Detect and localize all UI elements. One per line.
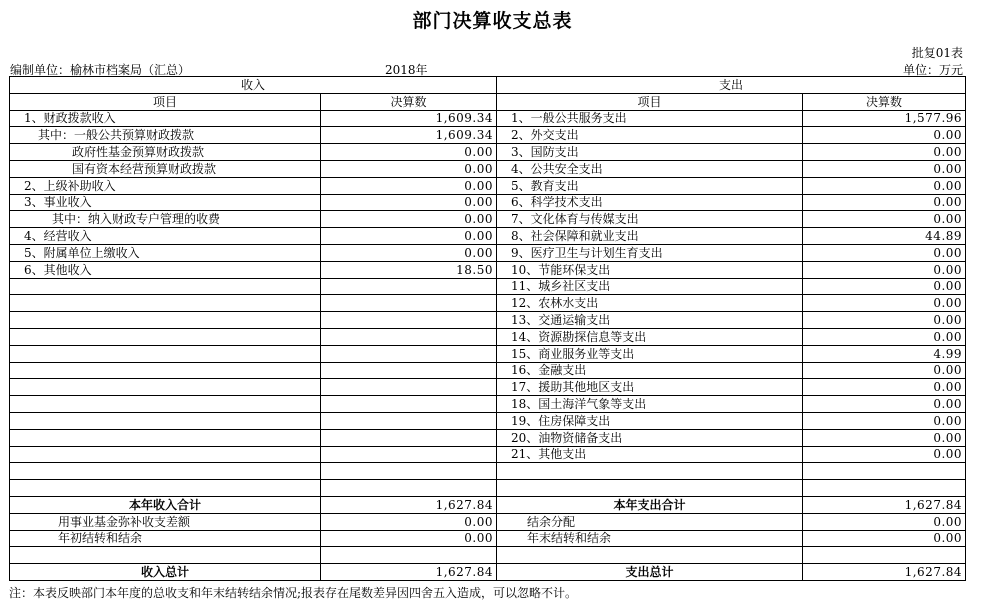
section-header-row xyxy=(10,77,966,94)
income-label: 2、上级补助收入 xyxy=(10,177,321,194)
income-value xyxy=(321,396,497,413)
income-value: 1,609.34 xyxy=(321,110,497,127)
org-label: 编制单位：榆林市档案局（汇总） xyxy=(10,63,191,77)
spacer-cell xyxy=(10,547,321,564)
expense-label: 17、援助其他地区支出 xyxy=(497,379,803,396)
income-item-header: 项目 xyxy=(10,93,321,110)
income-label: 5、附属单位上缴收入 xyxy=(10,244,321,261)
expense-value xyxy=(803,480,966,497)
expense-label: 19、住房保障支出 xyxy=(497,412,803,429)
income-value: 0.00 xyxy=(321,177,497,194)
income-value xyxy=(321,429,497,446)
expense-value: 0.00 xyxy=(803,278,966,295)
income-label: 其中：一般公共预算财政拨款 xyxy=(10,127,321,144)
expense-grand-total-value: 1,627.84 xyxy=(803,564,966,581)
spacer-cell xyxy=(497,547,803,564)
line-row xyxy=(10,144,966,161)
expense-value xyxy=(803,463,966,480)
income-value xyxy=(321,278,497,295)
expense-value: 0.00 xyxy=(803,312,966,329)
expense-label: 18、国土海洋气象等支出 xyxy=(497,396,803,413)
income-label xyxy=(10,412,321,429)
carry-in-value: 0.00 xyxy=(321,530,497,547)
income-label: 6、其他收入 xyxy=(10,261,321,278)
fund-value: 0.00 xyxy=(321,513,497,530)
expense-value: 0.00 xyxy=(803,160,966,177)
income-value: 1,609.34 xyxy=(321,127,497,144)
income-label xyxy=(10,328,321,345)
income-value: 18.50 xyxy=(321,261,497,278)
income-value: 0.00 xyxy=(321,228,497,245)
year-label: 2018年 xyxy=(385,63,428,77)
line-row xyxy=(10,261,966,278)
line-row xyxy=(10,312,966,329)
carry-in-label: 年初结转和结余 xyxy=(10,530,321,547)
expense-value: 0.00 xyxy=(803,362,966,379)
expense-value: 0.00 xyxy=(803,328,966,345)
expense-grand-total-label: 支出总计 xyxy=(497,564,803,581)
line-row xyxy=(10,160,966,177)
income-grand-total-value: 1,627.84 xyxy=(321,564,497,581)
expense-value: 0.00 xyxy=(803,396,966,413)
carry-out-value: 0.00 xyxy=(803,530,966,547)
expense-label: 7、文化体育与传媒支出 xyxy=(497,211,803,228)
form-number: 批复01表 xyxy=(911,46,963,60)
expense-label: 21、其他支出 xyxy=(497,446,803,463)
income-value xyxy=(321,362,497,379)
income-label xyxy=(10,379,321,396)
income-year-total-value: 1,627.84 xyxy=(321,496,497,513)
expense-label: 4、公共安全支出 xyxy=(497,160,803,177)
expense-value: 1,577.96 xyxy=(803,110,966,127)
line-row xyxy=(10,211,966,228)
expense-value: 0.00 xyxy=(803,412,966,429)
expense-label: 14、资源勘探信息等支出 xyxy=(497,328,803,345)
grand-total-row xyxy=(10,564,966,581)
income-label xyxy=(10,463,321,480)
fund-label: 用事业基金弥补收支差额 xyxy=(10,513,321,530)
income-value: 0.00 xyxy=(321,244,497,261)
income-value xyxy=(321,328,497,345)
expense-year-total-label: 本年支出合计 xyxy=(497,496,803,513)
income-amount-header: 决算数 xyxy=(321,93,497,110)
carry-out-label: 年末结转和结余 xyxy=(497,530,803,547)
expense-label: 2、外交支出 xyxy=(497,127,803,144)
income-value: 0.00 xyxy=(321,160,497,177)
income-value xyxy=(321,480,497,497)
income-label: 1、财政拨款收入 xyxy=(10,110,321,127)
expense-value: 0.00 xyxy=(803,244,966,261)
line-row xyxy=(10,177,966,194)
line-row xyxy=(10,278,966,295)
income-label: 国有资本经营预算财政拨款 xyxy=(10,160,321,177)
expense-value: 4.99 xyxy=(803,345,966,362)
column-header-row xyxy=(10,93,966,110)
income-label xyxy=(10,295,321,312)
line-row xyxy=(10,463,966,480)
line-row xyxy=(10,110,966,127)
income-value xyxy=(321,463,497,480)
surplus-value: 0.00 xyxy=(803,513,966,530)
surplus-label: 结余分配 xyxy=(497,513,803,530)
income-label xyxy=(10,429,321,446)
income-label xyxy=(10,312,321,329)
expense-value: 0.00 xyxy=(803,211,966,228)
income-value xyxy=(321,295,497,312)
unit-label: 单位：万元 xyxy=(902,63,963,77)
expense-value: 0.00 xyxy=(803,127,966,144)
expense-value: 0.00 xyxy=(803,429,966,446)
expense-value: 0.00 xyxy=(803,177,966,194)
income-label: 4、经营收入 xyxy=(10,228,321,245)
line-row xyxy=(10,345,966,362)
income-value xyxy=(321,312,497,329)
income-value xyxy=(321,345,497,362)
summary-table xyxy=(9,76,966,581)
income-grand-total-label: 收入总计 xyxy=(10,564,321,581)
expense-label: 12、农林水支出 xyxy=(497,295,803,312)
line-row xyxy=(10,396,966,413)
income-section-header: 收入 xyxy=(10,77,497,94)
line-row xyxy=(10,295,966,312)
line-row xyxy=(10,362,966,379)
expense-label: 1、一般公共服务支出 xyxy=(497,110,803,127)
expense-label: 9、医疗卫生与计划生育支出 xyxy=(497,244,803,261)
income-label xyxy=(10,278,321,295)
income-label: 3、事业收入 xyxy=(10,194,321,211)
spacer-row xyxy=(10,547,966,564)
expense-label: 6、科学技术支出 xyxy=(497,194,803,211)
expense-year-total-value: 1,627.84 xyxy=(803,496,966,513)
expense-label xyxy=(497,463,803,480)
expense-label: 15、商业服务业等支出 xyxy=(497,345,803,362)
line-row xyxy=(10,194,966,211)
line-row xyxy=(10,412,966,429)
line-row xyxy=(10,328,966,345)
line-row xyxy=(10,228,966,245)
expense-value: 0.00 xyxy=(803,144,966,161)
page-title: 部门决算收支总表 xyxy=(412,10,573,32)
expense-label: 11、城乡社区支出 xyxy=(497,278,803,295)
income-label xyxy=(10,446,321,463)
expense-value: 0.00 xyxy=(803,295,966,312)
income-label: 其中：纳入财政专户管理的收费 xyxy=(10,211,321,228)
expense-section-header: 支出 xyxy=(497,77,966,94)
income-value: 0.00 xyxy=(321,211,497,228)
fund-row xyxy=(10,513,966,530)
expense-label: 20、油物资储备支出 xyxy=(497,429,803,446)
year-total-row xyxy=(10,496,966,513)
expense-item-header: 项目 xyxy=(497,93,803,110)
expense-label xyxy=(497,480,803,497)
line-row xyxy=(10,480,966,497)
line-row xyxy=(10,127,966,144)
expense-label: 16、金融支出 xyxy=(497,362,803,379)
expense-amount-header: 决算数 xyxy=(803,93,966,110)
spacer-cell xyxy=(321,547,497,564)
expense-value: 0.00 xyxy=(803,261,966,278)
income-value xyxy=(321,412,497,429)
income-year-total-label: 本年收入合计 xyxy=(10,496,321,513)
line-row xyxy=(10,379,966,396)
income-label xyxy=(10,480,321,497)
line-row xyxy=(10,446,966,463)
income-label xyxy=(10,362,321,379)
expense-label: 10、节能环保支出 xyxy=(497,261,803,278)
carry-row xyxy=(10,530,966,547)
line-row xyxy=(10,429,966,446)
expense-value: 0.00 xyxy=(803,446,966,463)
line-row xyxy=(10,244,966,261)
income-label xyxy=(10,345,321,362)
expense-value: 0.00 xyxy=(803,379,966,396)
expense-label: 8、社会保障和就业支出 xyxy=(497,228,803,245)
income-label xyxy=(10,396,321,413)
income-value: 0.00 xyxy=(321,144,497,161)
spacer-cell xyxy=(803,547,966,564)
income-value xyxy=(321,379,497,396)
expense-label: 3、国防支出 xyxy=(497,144,803,161)
footnote: 注：本表反映部门本年度的总收支和年末结转结余情况;报表存在尾数差异因四舍五入造成，可以忽略不计。 xyxy=(9,586,578,600)
expense-label: 13、交通运输支出 xyxy=(497,312,803,329)
income-label: 政府性基金预算财政拨款 xyxy=(10,144,321,161)
expense-value: 0.00 xyxy=(803,194,966,211)
income-value: 0.00 xyxy=(321,194,497,211)
expense-value: 44.89 xyxy=(803,228,966,245)
expense-label: 5、教育支出 xyxy=(497,177,803,194)
income-value xyxy=(321,446,497,463)
